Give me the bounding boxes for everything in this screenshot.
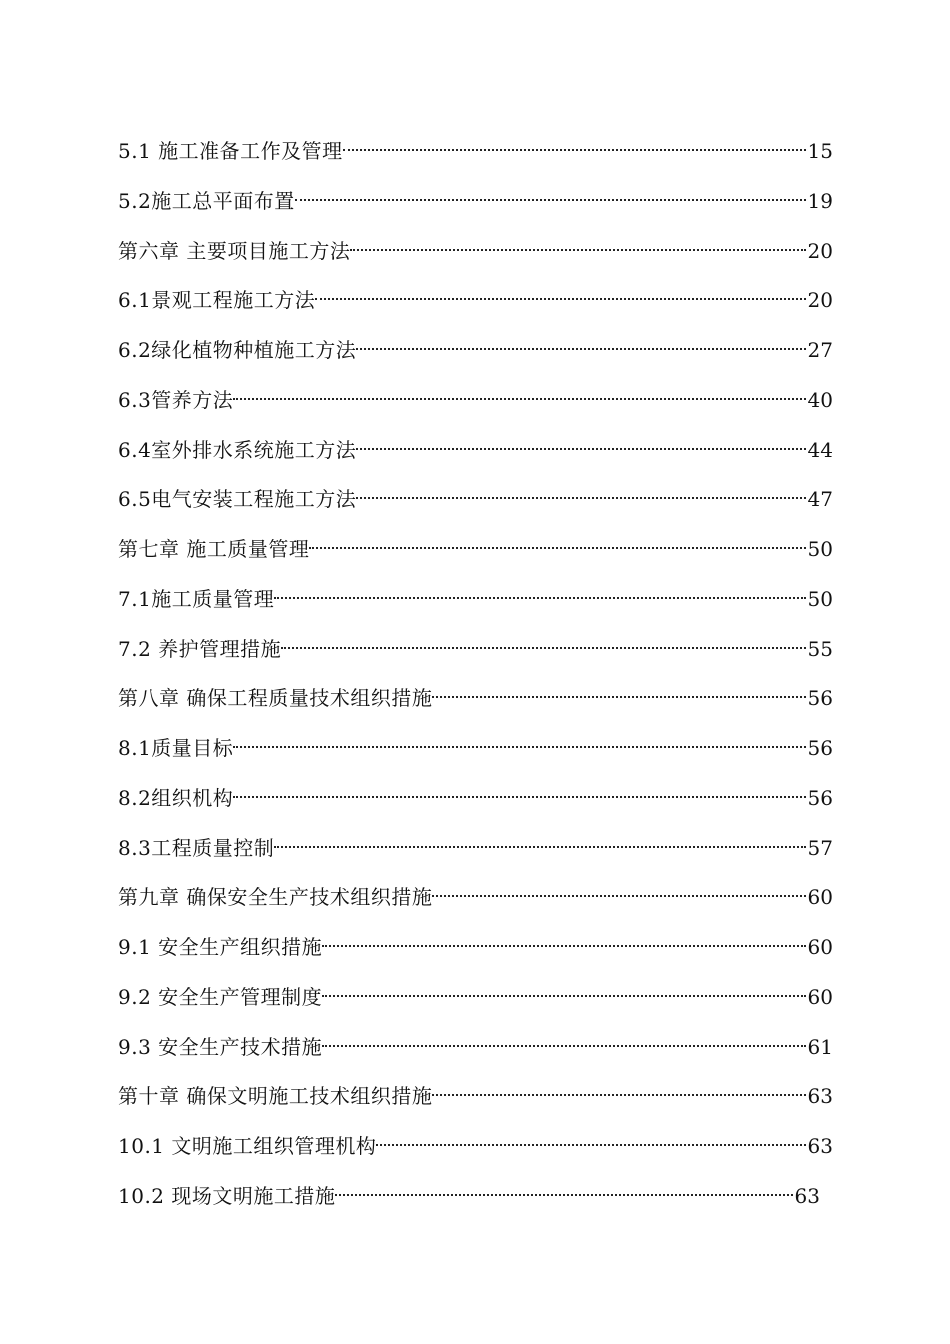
toc-entry-label: 第十章 确保文明施工技术组织措施: [118, 1084, 433, 1109]
dot-leader: [343, 149, 806, 151]
toc-page-number: 19: [807, 188, 833, 213]
dot-leader: [295, 199, 806, 201]
toc-page-number: 61: [807, 1034, 833, 1059]
dot-leader: [356, 348, 805, 350]
toc-page-number: 57: [807, 835, 833, 860]
dot-leader: [274, 846, 805, 848]
dot-leader: [356, 497, 805, 499]
toc-entry-label: 第六章 主要项目施工方法: [118, 238, 351, 263]
dot-leader: [356, 448, 805, 450]
dot-leader: [432, 1094, 805, 1096]
toc-entry-label: 6.4室外排水系统施工方法: [118, 437, 357, 462]
toc-page-number: 50: [807, 586, 833, 611]
toc-entry[interactable]: [118, 929, 833, 979]
toc-entry-label: 8.2组织机构: [118, 785, 234, 810]
toc-entry[interactable]: [118, 581, 833, 631]
dot-leader: [432, 696, 805, 698]
toc-page-number: 56: [807, 785, 833, 810]
toc-page-number: 20: [807, 288, 833, 313]
toc-page-number: 63: [807, 1134, 833, 1158]
toc-page-number: 44: [807, 437, 833, 462]
toc-entry[interactable]: [118, 730, 833, 780]
toc-page-number: 56: [807, 686, 833, 711]
dot-leader: [233, 746, 805, 748]
toc-entry-label: 6.2绿化植物种植施工方法: [118, 338, 357, 362]
toc-entry-label: 6.3管养方法: [118, 387, 234, 412]
toc-entry[interactable]: [118, 233, 833, 283]
toc-entry[interactable]: [118, 1029, 833, 1079]
toc-page-number: 63: [794, 1183, 820, 1208]
dot-leader: [315, 298, 805, 300]
toc-entry[interactable]: [118, 879, 833, 929]
toc-entry-label: 7.1施工质量管理: [118, 586, 275, 611]
table-of-contents: [118, 133, 833, 1228]
toc-entry-label: 6.1景观工程施工方法: [118, 288, 316, 313]
toc-entry-label: 6.5电气安装工程施工方法: [118, 487, 357, 512]
toc-entry-label: 9.1 安全生产组织措施: [118, 935, 323, 959]
dot-leader: [376, 1144, 805, 1146]
toc-entry[interactable]: [118, 680, 833, 730]
toc-entry[interactable]: [118, 133, 833, 183]
toc-entry[interactable]: [118, 332, 833, 382]
toc-entry-label: 7.2 养护管理措施: [118, 636, 282, 661]
toc-entry[interactable]: [118, 432, 833, 482]
toc-entry[interactable]: [118, 1128, 833, 1178]
toc-entry[interactable]: [118, 382, 833, 432]
toc-entry[interactable]: [118, 979, 833, 1029]
toc-entry-label: 10.2 现场文明施工措施: [118, 1183, 336, 1208]
toc-entry-label: 8.1质量目标: [118, 736, 234, 760]
toc-entry[interactable]: [118, 531, 833, 581]
dot-leader: [322, 945, 805, 947]
dot-leader: [335, 1194, 792, 1196]
toc-page-number: 40: [807, 387, 833, 412]
toc-entry-label: 9.3 安全生产技术措施: [118, 1034, 323, 1059]
toc-page-number: 60: [807, 984, 833, 1009]
toc-entry-label: 10.1 文明施工组织管理机构: [118, 1134, 377, 1158]
toc-page-number: 55: [807, 636, 833, 661]
toc-page-number: 56: [807, 736, 833, 760]
toc-entry[interactable]: [118, 1178, 820, 1228]
toc-entry-label: 第九章 确保安全生产技术组织措施: [118, 885, 433, 910]
toc-entry-label: 8.3工程质量控制: [118, 835, 275, 860]
dot-leader: [233, 398, 805, 400]
toc-entry[interactable]: [118, 631, 833, 681]
toc-page-number: 47: [807, 487, 833, 512]
toc-page-number: 20: [807, 238, 833, 263]
toc-page-number: 27: [807, 338, 833, 362]
dot-leader: [281, 647, 805, 649]
dot-leader: [233, 796, 805, 798]
toc-entry-label: 5.1 施工准备工作及管理: [118, 139, 343, 163]
toc-entry-label: 5.2施工总平面布置: [118, 188, 295, 213]
toc-entry-label: 第七章 施工质量管理: [118, 537, 310, 561]
toc-page-number: 50: [807, 537, 833, 561]
dot-leader: [322, 1045, 805, 1047]
dot-leader: [350, 249, 805, 251]
toc-entry[interactable]: [118, 1078, 833, 1128]
toc-entry[interactable]: [118, 481, 833, 531]
toc-page-number: 63: [807, 1084, 833, 1109]
dot-leader: [309, 547, 805, 549]
toc-entry[interactable]: [118, 830, 833, 880]
dot-leader: [322, 995, 805, 997]
toc-page-number: 15: [807, 139, 833, 163]
toc-entry[interactable]: [118, 282, 833, 332]
dot-leader: [432, 895, 805, 897]
toc-entry[interactable]: [118, 183, 833, 233]
toc-page-number: 60: [807, 935, 833, 959]
toc-entry-label: 第八章 确保工程质量技术组织措施: [118, 686, 433, 711]
dot-leader: [274, 597, 805, 599]
toc-entry[interactable]: [118, 780, 833, 830]
toc-page-number: 60: [807, 885, 833, 910]
toc-entry-label: 9.2 安全生产管理制度: [118, 984, 323, 1009]
